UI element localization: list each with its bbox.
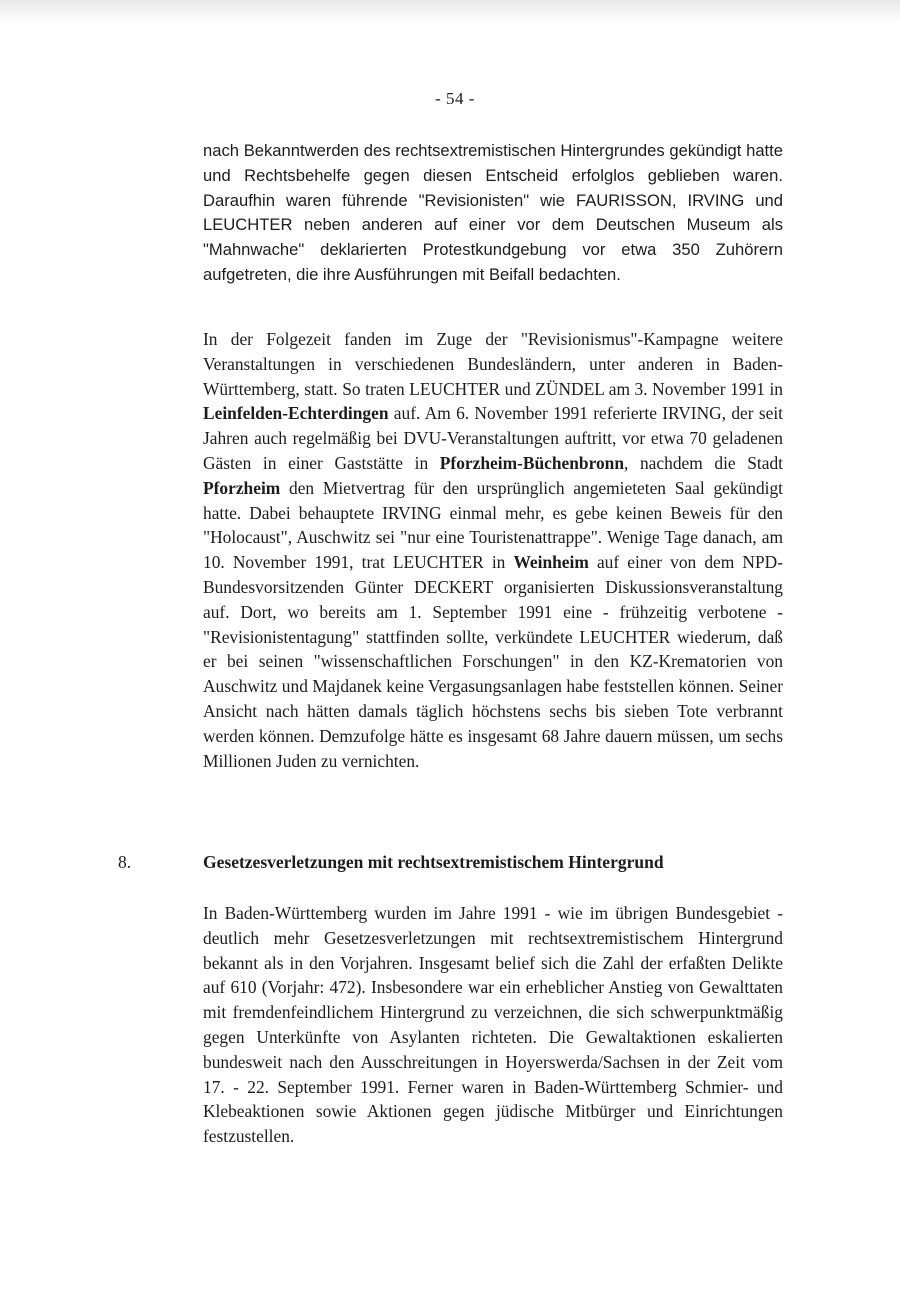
- paragraph-events: [203, 327, 783, 773]
- paragraph-intro: nach Bekanntwerden des rechtsextremistischen Hintergrundes gekündigt hatte und Rechtsbehelfe gegen diesen Entscheid erfolglos geblieben waren. Daraufhin waren führende "Revisionisten" wie FAURISSON, IRVING und LEUCHTER neben anderen auf einer vor dem Deutschen Museum als "Mahnwache" deklarierten Protestkundgebung vor etwa 350 Zuhörern aufgetreten, die ihre Ausführungen mit Beifall bedachten.: [203, 141, 783, 284]
- place-weinheim: Weinheim: [513, 552, 589, 573]
- place-pforzheim: Pforzheim: [203, 477, 281, 498]
- text-run: auf. Am 6. November 1991 referierte IRVING, der seit Jahren auch regelmäßig bei DVU-Veranstaltungen auftritt, vor etwa 70 geladenen Gästen in einer Gaststätte in: [203, 403, 783, 473]
- place-pforzheim-buechenbronn: Pforzheim-Büchenbronn: [439, 452, 625, 473]
- text-run: , nachdem die Stadt: [624, 452, 783, 473]
- text-run: auf einer von dem NPD-Bundesvorsitzenden Günter DECKERT organisierten Diskussionsveranstaltung auf. Dort, wo bereits am 1. September 1991 eine - frühzeitig verbotene - "Revisionistentagung" stattfinden sollte, verkündete LEUCHTER wiederum, daß er bei seinen "wissenschaftlichen Forschungen" in den KZ-Krematorien von Auschwitz und Majdanek keine Vergasungsanlagen habe feststellen können. Seiner Ansicht nach hätten damals täglich höchstens sechs bis sieben Tote verbrannt werden können. Demzufolge hätte es insgesamt 68 Jahre dauern müssen, um sechs Millionen Juden zu vernichten.: [203, 552, 783, 771]
- place-leinfelden: Leinfelden-Echterdingen: [203, 403, 389, 424]
- scan-shadow: [0, 0, 900, 22]
- paragraph-offenses: In Baden-Württemberg wurden im Jahre 1991 - wie im übrigen Bundesgebiet - deutlich mehr Gesetzesverletzungen mit rechtsextremistischem Hintergrund bekannt als in den Vorjahren. Insgesamt belief sich die Zahl der erfaßten Delikte auf 610 (Vorjahr: 472). Insbesondere war ein erheblicher Anstieg von Gewalttaten mit fremdenfeindlichem Hintergrund zu verzeichnen, die sich schwerpunktmäßig gegen Unterkünfte von Asylanten richteten. Die Gewaltaktionen eskalierten bundesweit nach den Ausschreitungen in Hoyerswerda/Sachsen in der Zeit vom 17. - 22. September 1991. Ferner waren in Baden-Württemberg Schmier- und Klebeaktionen sowie Aktionen gegen jüdische Mitbürger und Einrichtungen festzustellen.: [203, 903, 783, 1147]
- page-number: - 54 -: [435, 89, 475, 108]
- section-heading: Gesetzesverletzungen mit rechtsextremistischem Hintergrund: [203, 852, 664, 872]
- section-number: 8.: [118, 852, 132, 872]
- text-run: den Mietvertrag für den ursprünglich angemieteten Saal gekündigt hatte. Dabei behauptete IRVING einmal mehr, es gebe keinen Beweis für den "Holocaust", Auschwitz sei "nur eine Touristenattrappe". Wenige Tage danach, am 10. November 1991, trat LEUCHTER in: [203, 477, 783, 573]
- text-run: In der Folgezeit fanden im Zuge der "Revisionismus"-Kampagne weitere Veranstaltungen in verschiedenen Bundesländern, unter anderen in Baden-Württemberg, statt. So traten LEUCHTER und ZÜNDEL am 3. November 1991 in: [203, 329, 783, 399]
